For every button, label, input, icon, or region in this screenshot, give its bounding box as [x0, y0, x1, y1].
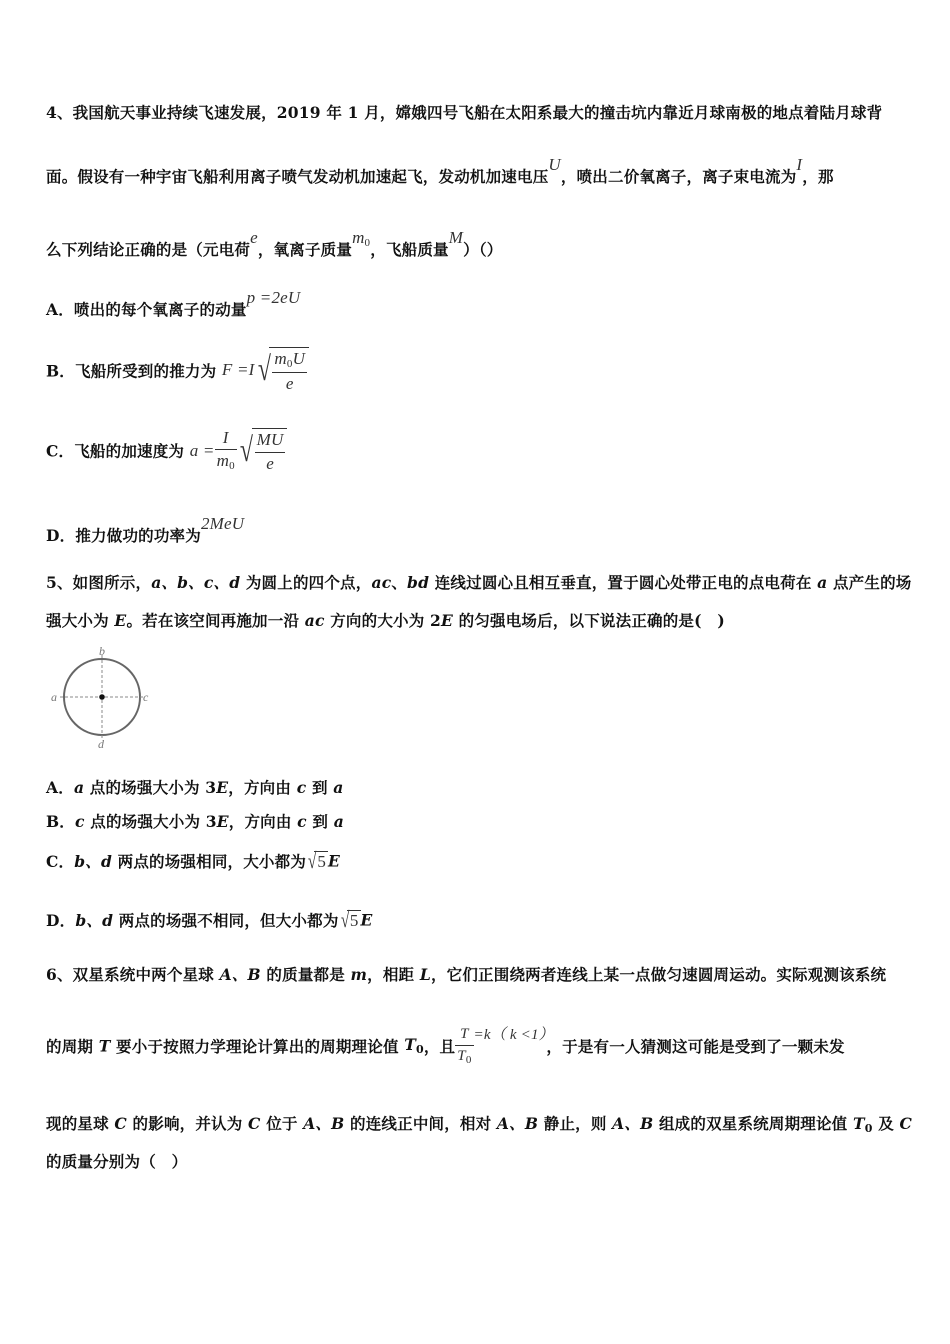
formula-power: 2MeU — [200, 514, 245, 533]
label-c: c — [143, 690, 149, 704]
formula-acceleration: a = $\frac{I}{m_0}$ √ $\frac{MU}{e}$ — [190, 440, 288, 459]
var-e: e — [250, 228, 258, 247]
sqrt-5: √5 — [307, 848, 327, 873]
circle-diagram — [48, 644, 158, 752]
q6-line-4: 的质量分别为（ ） — [46, 1152, 188, 1171]
q4-option-c: C．飞船的加速度为 a = $\frac{I}{m_0}$ √ $\frac{MU}{e}$ — [46, 428, 287, 473]
sqrt-5: √5 — [340, 907, 359, 932]
formula-thrust: F =I√ $\frac{m_0U}{e}$ — [222, 359, 309, 378]
formula-momentum: p =2eU — [246, 288, 301, 307]
q5-option-a: A．a 点的场强大小为 3E，方向由 c 到 a — [46, 778, 344, 797]
q6-line-3: 现的星球 C 的影响，并认为 C 位于 A、B 的连线正中间，相对 A、B 静止，则 A、B 组成的双星系统周期理论值 $T_0$ 及 C — [46, 1114, 913, 1135]
center-charge — [99, 694, 105, 700]
label-b: b — [99, 644, 105, 658]
q4-option-a: A．喷出的每个氧离子的动量p =2eU — [46, 288, 301, 319]
q6-line-1: 6、双星系统中两个星球 A、B 的质量都是 m，相距 L，它们正围绕两者连线上某一点做匀速圆周运动。实际观测该系统 — [46, 965, 887, 984]
q4-line-1: 4、我国航天事业持续飞速发展，2019 年 1 月，嫦娥四号飞船在太阳系最大的撞击坑内靠近月球南极的地点着陆月球背 — [46, 103, 883, 122]
q5-line-2: 强大小为 E。若在该空间再施加一沿 ac 方向的大小为 2E 的匀强电场后，以下说法正确的是( ) — [46, 611, 725, 630]
q5-option-b: B．c 点的场强大小为 3E，方向由 c 到 a — [46, 812, 344, 831]
var-m0: $m_0$ — [352, 228, 371, 249]
q4-line-3: 么下列结论正确的是（元电荷e，氧离子质量$m_0$，飞船质量M）（） — [46, 228, 503, 259]
q4-option-b: B．飞船所受到的推力为 F =I√ $\frac{m_0U}{e}$ — [46, 347, 309, 394]
label-d: d — [98, 737, 104, 751]
formula-period-ratio: $\frac{T}{T_0}$ =k（ k <1） — [457, 1026, 547, 1066]
q5-line-1: 5、如图所示，a、b、c、d 为圆上的四个点，ac、bd 连线过圆心且相互垂直，置于圆心处带正电的点电荷在 a 点产生的场 — [46, 573, 912, 592]
q5-option-c: C．b、d 两点的场强相同，大小都为√5 E — [46, 848, 341, 873]
var-U: U — [548, 155, 561, 174]
label-a: a — [51, 690, 57, 704]
q4-line-2: 面。假设有一种宇宙飞船利用离子喷气发动机加速起飞，发动机加速电压U，喷出二价氧离子，离子束电流为I，那 — [46, 155, 834, 186]
q6-line-2: 的周期 T 要小于按照力学理论计算出的周期理论值 $T_0$，且 $\frac{T}{T_0}$ =k（ k <1），于是有一人猜测这可能是受到了一颗未发 — [46, 1026, 845, 1066]
var-M: M — [448, 228, 464, 247]
q5-option-d: D．b、d 两点的场强不相同，但大小都为√5 E — [46, 907, 373, 932]
q4-option-d: D．推力做功的功率为2MeU — [46, 514, 245, 545]
var-I: I — [796, 155, 803, 174]
